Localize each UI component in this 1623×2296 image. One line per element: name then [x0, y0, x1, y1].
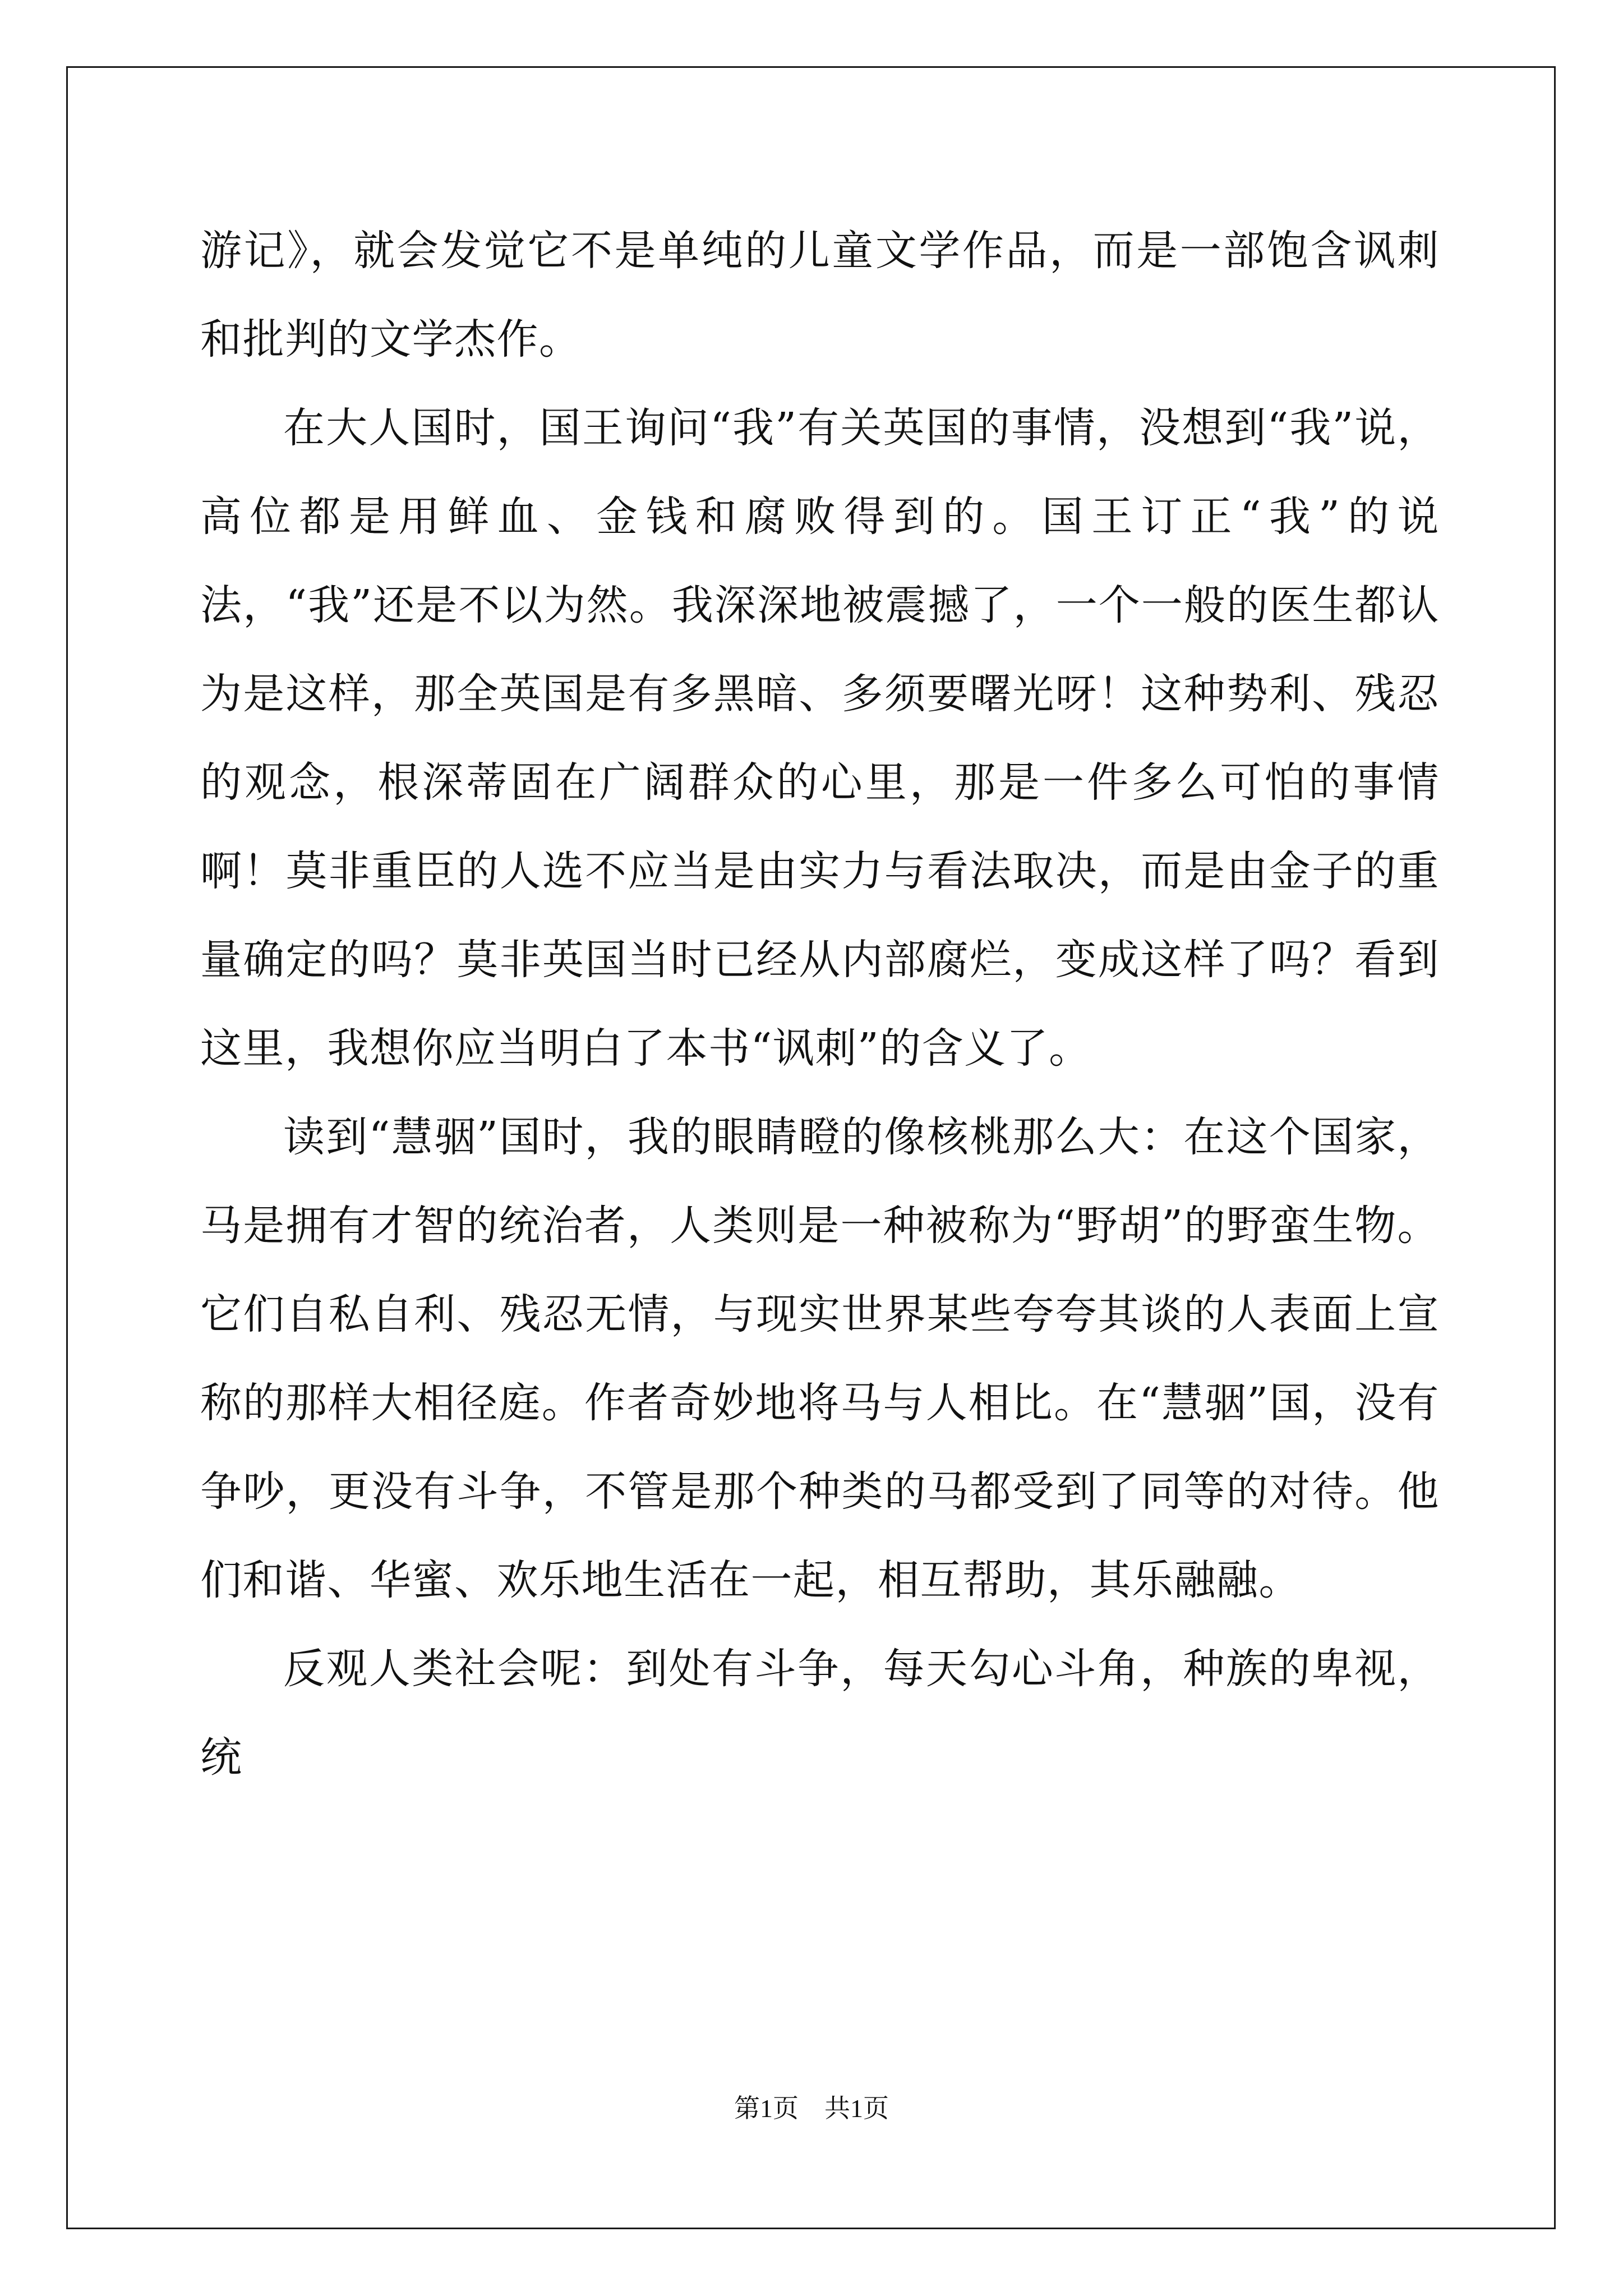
paragraph-2: 在大人国时，国王询问“我”有关英国的事情，没想到“我”说，高位都是用鲜血、金钱和腐败得到的。国王订正“我”的说法，“我”还是不以为然。我深深地被震撼了，一个一般的医生都认为是这样，那全英国是有多黑暗、多须要曙光呀！这种势利、残忍的观念，根深蒂固在广阔群众的心里，那是一件多么可怕的事情啊！莫非重臣的人选不应当是由实力与看法取决，而是由金子的重量确定的吗？莫非英国当时已经从内部腐烂，变成这样了吗？看到这里，我想你应当明白了本书“讽刺”的含义了。 [200, 404, 1440, 1073]
paragraph-4: 反观人类社会呢：到处有斗争，每天勾心斗角，种族的卑视，统 [200, 1645, 1440, 1782]
paragraph-3: 读到“慧骃”国时，我的眼睛瞪的像核桃那么大：在这个国家，马是拥有才智的统治者，人类则是一种被称为“野胡”的野蛮生物。它们自私自利、残忍无情，与现实世界某些夸夸其谈的人表面上宣称的那样大相径庭。作者奇妙地将马与人相比。在“慧骃”国，没有争吵，更没有斗争，不管是那个种类的马都受到了同等的对待。他们和谐、华蜜、欢乐地生活在一起，相互帮助，其乐融融。 [200, 1113, 1440, 1604]
page-number-footer: 第1页 共1页 [734, 2094, 889, 2123]
document-body [200, 206, 1440, 1802]
paragraph-1: 游记》，就会发觉它不是单纯的儿童文学作品，而是一部饱含讽刺和批判的文学杰作。 [200, 227, 1440, 364]
